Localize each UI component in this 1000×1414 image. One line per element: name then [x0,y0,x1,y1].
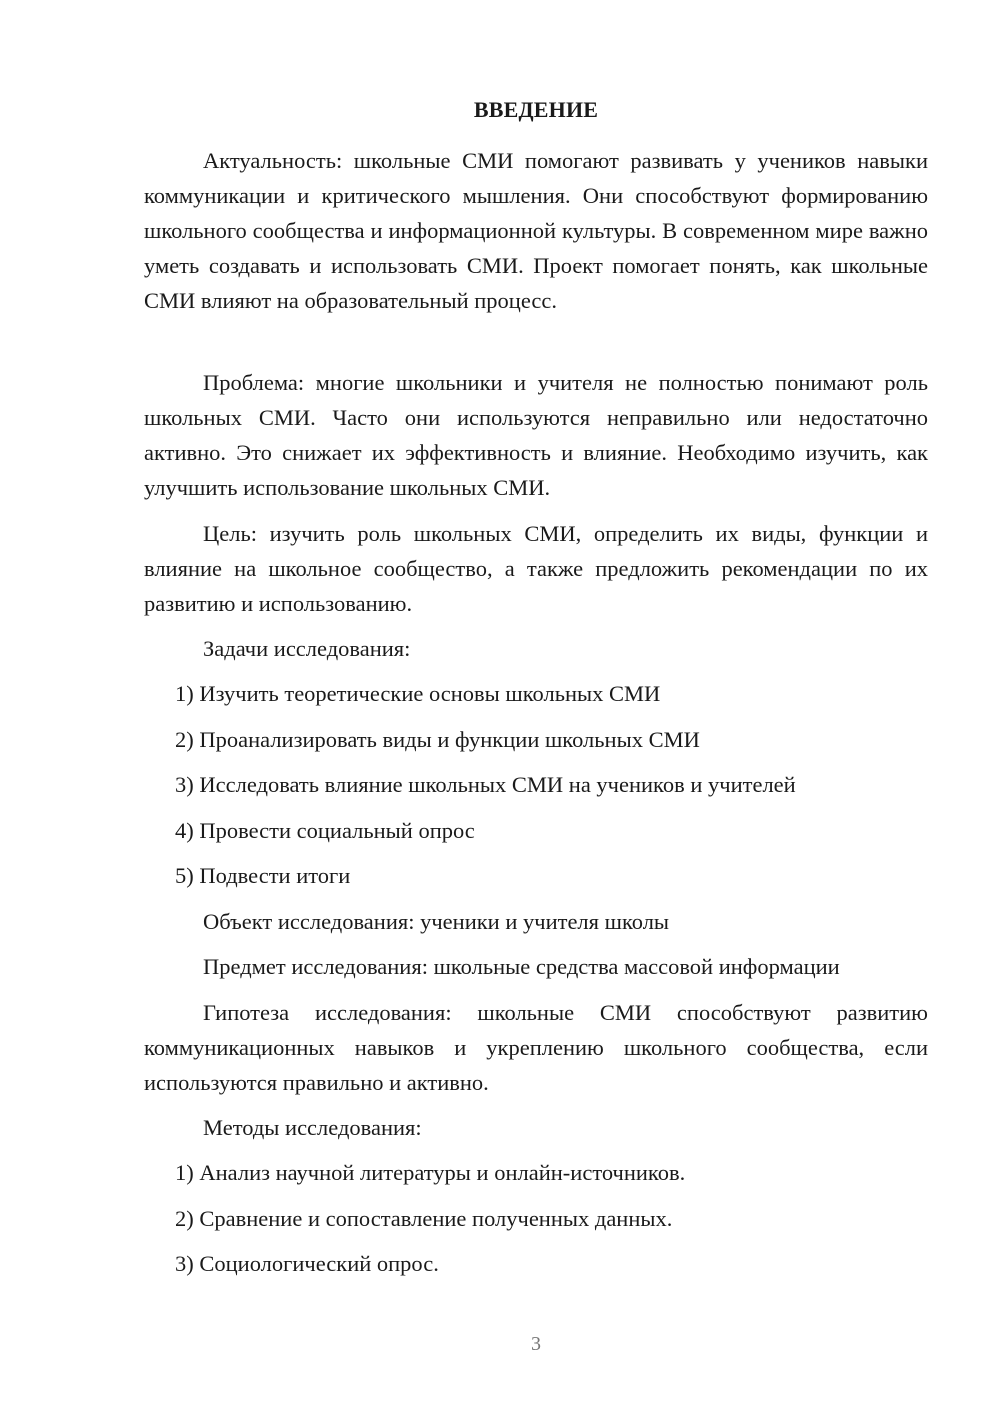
method-item-3: 3) Социологический опрос. [175,1251,439,1276]
method-item-1: 1) Анализ научной литературы и онлайн-источников. [175,1160,686,1185]
section-heading: ВВЕДЕНИЕ [473,97,599,122]
method-item-2: 2) Сравнение и сопоставление полученных данных. [175,1206,673,1231]
methods-intro [144,1110,987,1145]
subject-text: Предмет исследования: школьные средства массовой информации [203,954,840,979]
task-item-5: 5) Подвести итоги [175,863,351,888]
tasks-list-item [144,767,959,802]
object-text: Объект исследования: ученики и учителя школы [203,909,670,934]
goal-text: Цель: изучить роль школьных СМИ, определить их виды, функции и влияние на школьное сообщество, а также предложить рекомендации по их развитию и использованию. [144,521,928,616]
tasks-list-item [144,676,959,711]
problem-paragraph [144,365,928,505]
methods-list-item [144,1201,959,1236]
relevance-text: Актуальность: школьные СМИ помогают развивать у учеников навыки коммуникации и критического мышления. Они способствуют формированию школьного сообщества и информационной культуры. В современном мире важно уметь создавать и использовать СМИ. Проект помогает понять, как школьные СМИ влияют на образовательный процесс. [144,148,928,313]
goal-paragraph [144,516,928,621]
methods-list-item [144,1246,959,1281]
tasks-list-item [144,858,959,893]
task-item-4: 4) Провести социальный опрос [175,818,475,843]
methods-list-item [144,1155,959,1190]
tasks-list-item [144,722,959,757]
subject-paragraph [144,949,987,984]
page-number: 3 [531,1333,541,1355]
task-item-1: 1) Изучить теоретические основы школьных СМИ [175,681,661,706]
problem-text: Проблема: многие школьники и учителя не полностью понимают роль школьных СМИ. Часто они используются неправильно или недостаточно активно. Это снижает их эффективность и влияние. Необходимо изучить, как улучшить использование школьных СМИ. [144,370,928,500]
task-item-3: 3) Исследовать влияние школьных СМИ на учеников и учителей [175,772,796,797]
tasks-intro-text: Задачи исследования: [203,636,411,661]
relevance-paragraph [144,143,928,318]
tasks-list-item [144,813,959,848]
methods-intro-text: Методы исследования: [203,1115,422,1140]
task-item-2: 2) Проанализировать виды и функции школьных СМИ [175,727,700,752]
hypothesis-text: Гипотеза исследования: школьные СМИ способствуют развитию коммуникационных навыков и укреплению школьного сообщества, если используются правильно и активно. [144,1000,928,1095]
hypothesis-paragraph [144,995,928,1100]
object-paragraph [144,904,987,939]
tasks-intro [144,631,987,666]
